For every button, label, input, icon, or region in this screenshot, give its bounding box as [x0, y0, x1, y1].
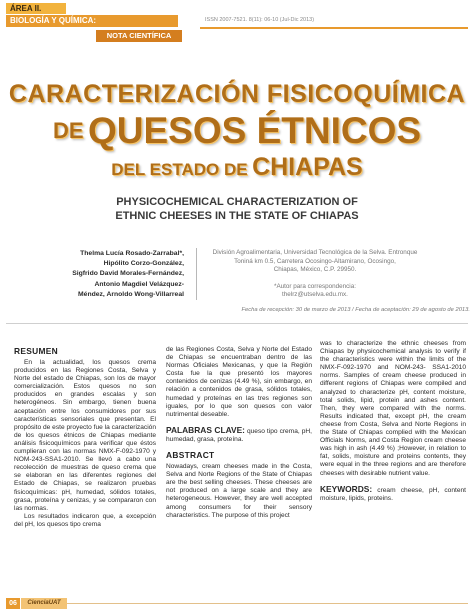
palabras-clave-text: queso tipo crema, pH, humedad, grasa, proteína. — [166, 427, 312, 443]
affiliation-line: División Agroalimentaria, Universidad Tecnológica de la Selva. Entronque — [212, 249, 418, 256]
journal-name: CienciaUAT — [21, 598, 67, 609]
author-line: Méndez, Arnoldo Wong-Villarreal — [78, 290, 184, 298]
authors-block — [14, 249, 184, 300]
author-line: Hipólito Corzo-González, — [103, 260, 184, 268]
english-title-line-1: PHYSICOCHEMICAL CHARACTERIZATION OF — [116, 196, 358, 208]
issn-line: ISSN 2007-7521. 8(11): 06-10 (Jul-Dic 2013) — [205, 17, 315, 23]
abstract-paragraph-1-cont: was to characterize the ethnic cheeses from Chiapas by physicochemical analysis to verify if the characteristics were within the limits of the NMX-F-092-1970 and NOM-243- SSA1-2010 norms. Samples of cream cheese produced in different regions of Chiapas were compiled and analyzed to characterize pH, content moisture, total solids, lipid, protein and ashes content. Then, they were compared with the norms. Results indicated that, except pH, the cream cheese from Costa, Selva and Norte Regions in the State of Chiapas complied with the Mexican Officials Norms, and Costa Region cream cheese was high in ash (4.49 %) ;However, in relation to fat, solids, moisture and proteins contents, they were equal in the three regions and are therefore cheeses with desirable nutrient value. — [320, 340, 466, 477]
palabras-clave-label: PALABRAS CLAVE: — [166, 424, 245, 435]
author-line: Antonio Magdiel Velázquez- — [94, 280, 184, 288]
column-3 — [320, 340, 466, 503]
discipline-label: BIOLOGÍA Y QUÍMICA: — [6, 15, 178, 27]
title-main: QUESOS ÉTNICOS — [87, 110, 422, 151]
title-chiapas: CHIAPAS — [252, 153, 363, 181]
section-tag: NOTA CIENTÍFICA — [96, 30, 182, 42]
resumen-paragraph-1: En la actualidad, los quesos crema producidos en las Regiones Costa, Selva y Norte del estado de Chiapas, son los de mayor comercialización. Estos quesos no son producidos en grandes escalas y son heterogéneos. Sin embargo, tienen buena aceptación entre los consumidores por sus características sensoriales que presentan. El propósito de este proyecto fue la caracterización de los quesos étnicos de Chiapas mediante análisis fisicoquímicos para verificar que éstos cumplieran con las normas NMX-F-092-1970 y NOM-243-SSA1-2010. Se llevó a cabo una recolección de muestras de queso crema que se elaboran en las diferentes regiones del Estado de Chiapas, se realizaron pruebas fisicoquímicas: pH, humedad, sólidos totales, grasa, proteína y cenizas, y se compararon con las normas. — [14, 359, 156, 512]
author-divider — [196, 248, 197, 300]
resumen-paragraph-2-start: Los resultados indicaron que, a excepción del pH, los quesos tipo crema — [14, 512, 156, 528]
area-label: ÁREA II. — [6, 3, 66, 14]
correspondence-label: *Autor para correspondencia: — [274, 282, 356, 290]
correspondence-email[interactable]: thelrz@utselva.edu.mx. — [282, 291, 348, 299]
reception-dates: Fecha de recepción: 30 de marzo de 2013 / Fecha de aceptación: 29 de agosto de 2013. — [241, 307, 470, 313]
author-line: Thelma Lucía Rosado-Zarrabal*, — [80, 250, 184, 257]
keywords-label: KEYWORDS: — [320, 483, 373, 494]
column-1 — [14, 346, 156, 529]
title-line-1: CARACTERIZACIÓN FISICOQUÍMICA — [8, 80, 466, 108]
affiliation-line: Chiapas, México, C.P. 29950. — [273, 266, 357, 274]
page-number: 06 — [6, 598, 20, 609]
title-line-2 — [0, 110, 474, 152]
affiliation-block — [200, 249, 430, 300]
keywords — [320, 484, 466, 503]
header-rule — [200, 27, 468, 29]
resumen-paragraph-2-cont: de las Regiones Costa, Selva y Norte del Estado de Chiapas se encuentraban dentro de las Normas Oficiales Mexicanas, y que la Región Costa fue la que presentó los mayores contenidos de cenizas (4.49 %), sin embargo, en relación a contenidos de grasa, sólidos totales, humedad y proteínas en las tres regiones son iguales, por lo que son quesos con valor nutrimental deseable. — [166, 346, 312, 418]
palabras-clave — [166, 425, 312, 444]
section-rule — [6, 323, 468, 324]
footer-rule — [67, 603, 468, 604]
resumen-heading: RESUMEN — [14, 346, 58, 356]
title-del-estado: DEL ESTADO DE — [111, 160, 248, 179]
abstract-heading: ABSTRACT — [166, 450, 215, 461]
keywords-text: cream cheese, pH, content moisture, lipids, proteins. — [320, 486, 466, 502]
author-line: Sigfrido David Morales-Fernández, — [72, 270, 184, 278]
abstract-paragraph-1: Nowadays, cream cheeses made in the Costa, Selva and Norte Regions of the State of Chiapas are the best selling cheeses. These cheeses are not produced on a large scale and they are heterogeneous. However, they are well accepted among consumers for their sensory characteristics. The purpose of this project — [166, 463, 312, 519]
title-de: DE — [52, 118, 84, 143]
title-line-3 — [0, 153, 474, 182]
column-2 — [166, 346, 312, 520]
affiliation-spacer — [200, 275, 430, 283]
affiliation-line: Toniná km 0.5, Carretera Ocosingo-Altamirano, Ocosingo, — [234, 257, 396, 265]
english-title-line-2: ETHNIC CHEESES IN THE STATE OF CHIAPAS — [115, 210, 359, 222]
